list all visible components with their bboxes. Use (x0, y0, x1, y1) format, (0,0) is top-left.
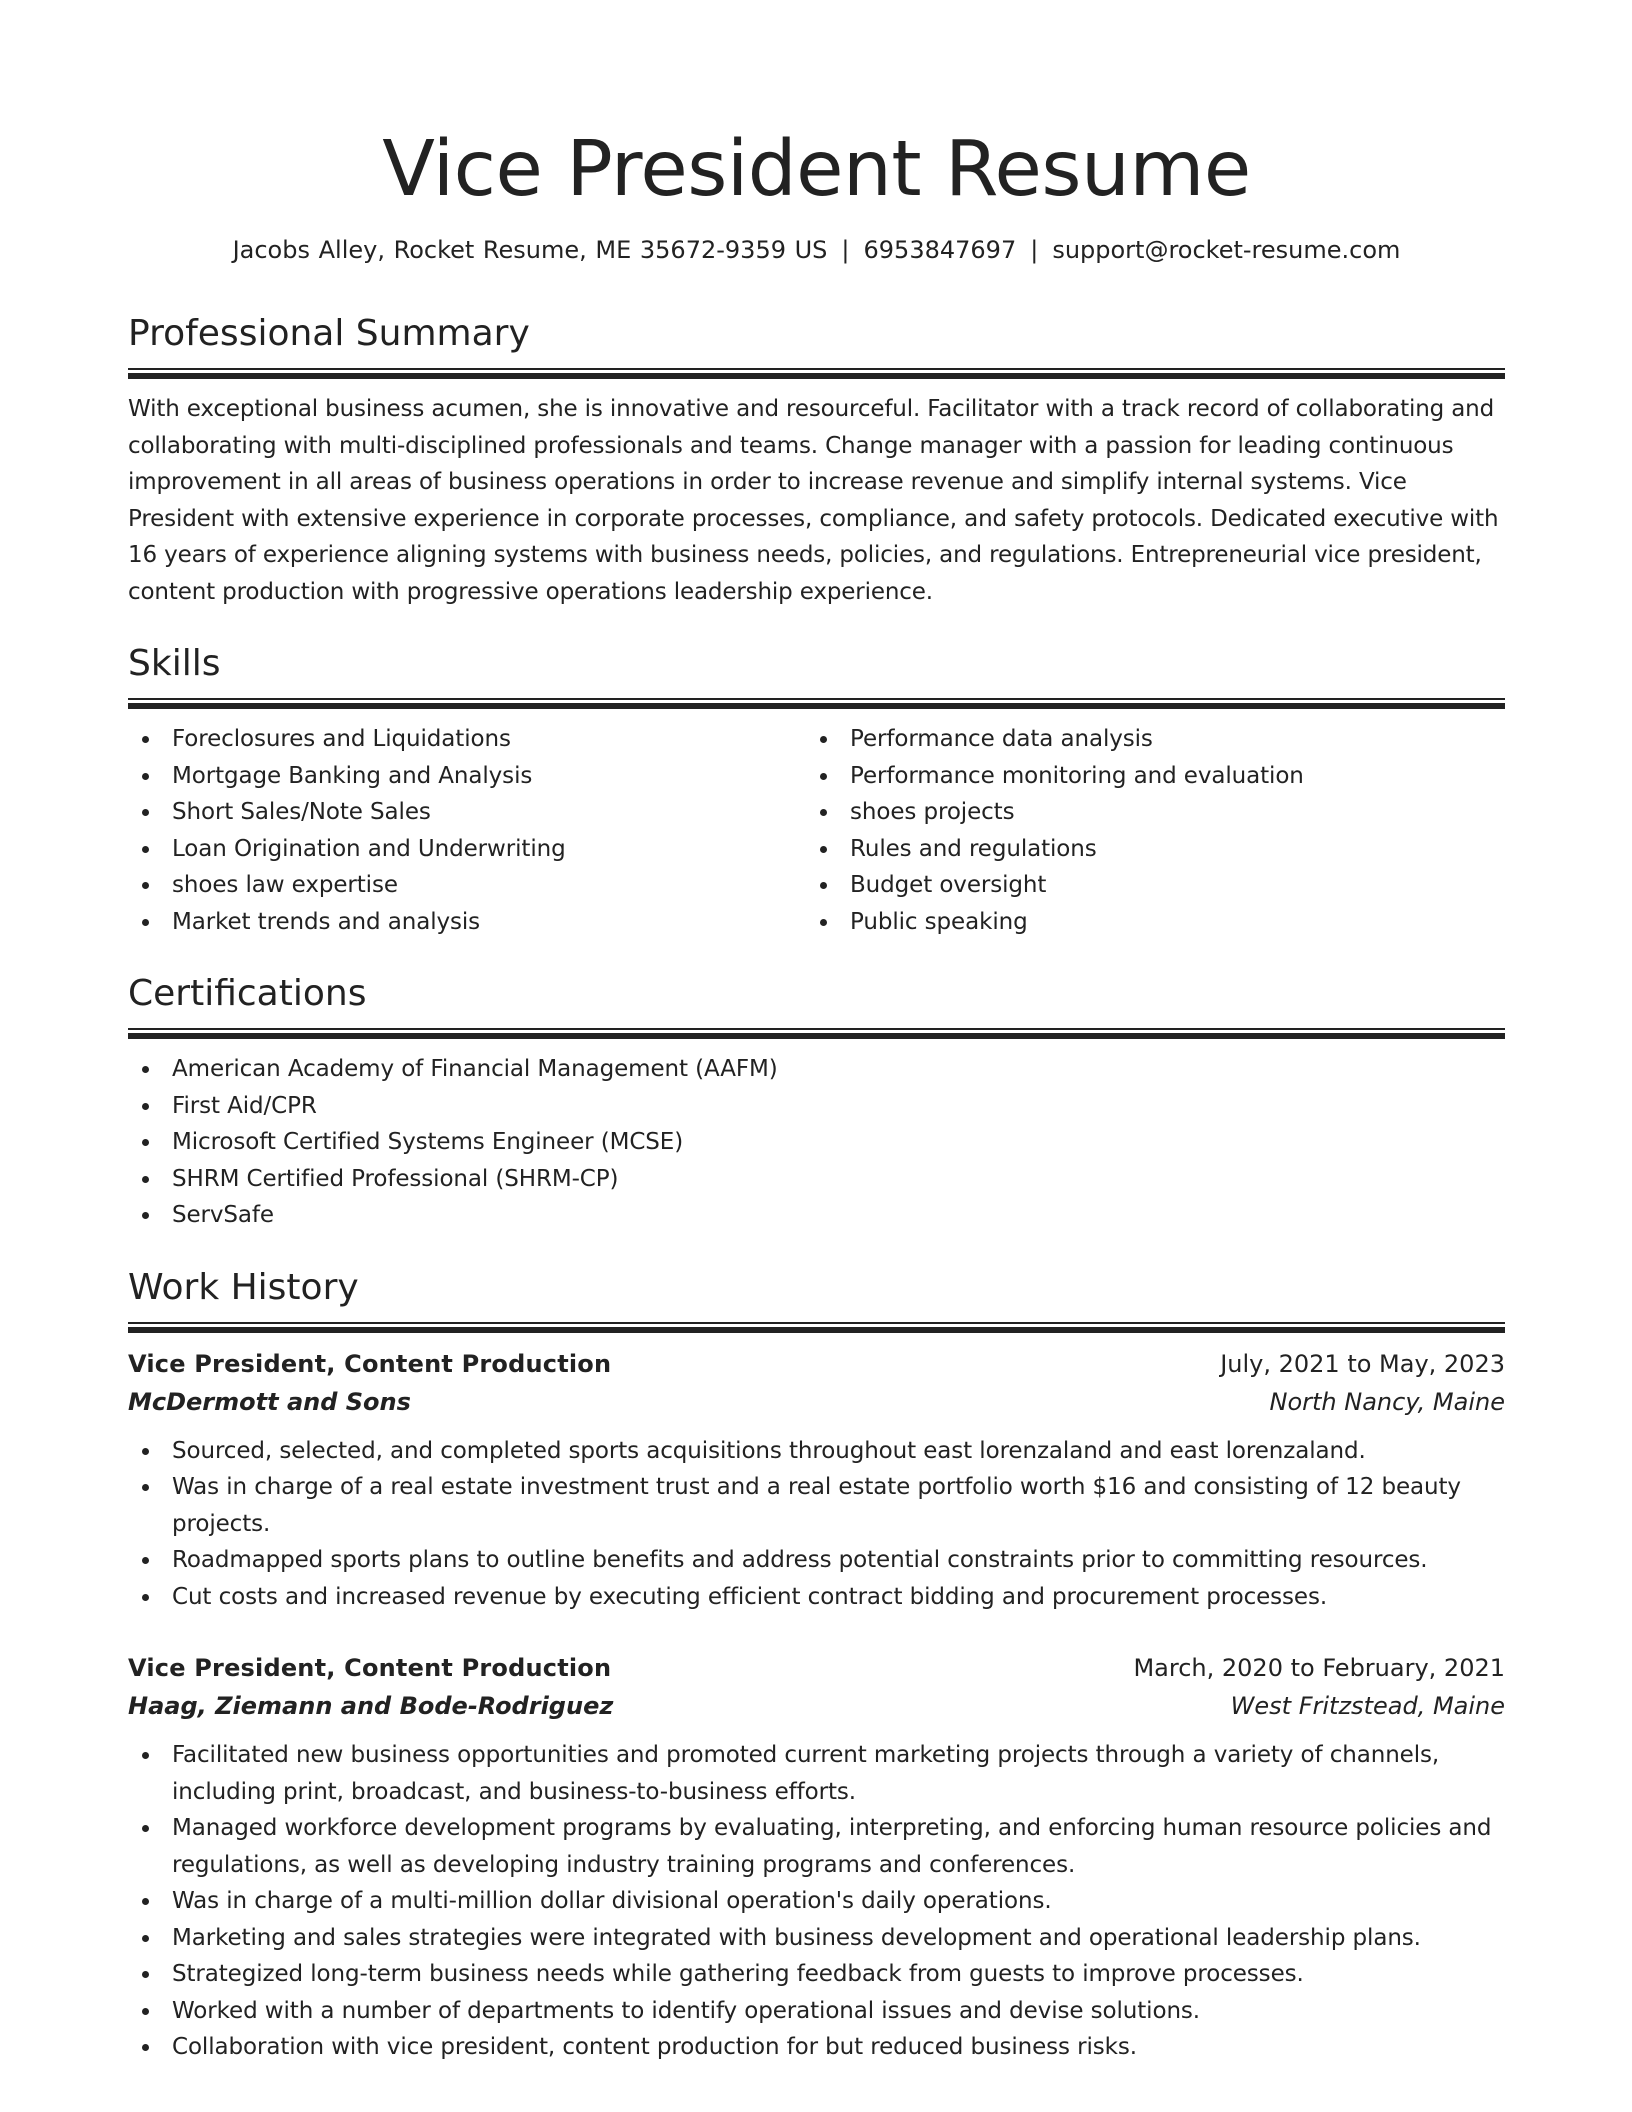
contact-separator: | (841, 236, 850, 264)
skill-item: Public speaking (806, 904, 1484, 941)
certifications-section (128, 970, 1505, 1234)
skills-list-right (806, 721, 1484, 940)
section-heading-skills: Skills (128, 643, 221, 684)
job-bullets (128, 1433, 1505, 1616)
job-header-row (128, 1345, 1505, 1383)
skill-item: shoes law expertise (128, 867, 806, 904)
skill-item: shoes projects (806, 794, 1484, 831)
job-bullet: Strategized long-term business needs while gathering feedback from guests to improve processes. (128, 1956, 1505, 1993)
skills-section (128, 640, 1505, 940)
job-bullet: Was in charge of a multi-million dollar divisional operation's daily operations. (128, 1883, 1505, 1920)
job-dates: March, 2020 to February, 2021 (1133, 1654, 1505, 1682)
skill-item: Foreclosures and Liquidations (128, 721, 806, 758)
job-title: Vice President, Content Production (128, 1349, 612, 1378)
skill-item: Performance monitoring and evaluation (806, 758, 1484, 795)
section-divider (128, 1322, 1505, 1333)
job-bullets (128, 1737, 1505, 2066)
job-entry (128, 1649, 1505, 2066)
job-company-row (128, 1687, 1505, 1725)
job-title: Vice President, Content Production (128, 1654, 612, 1682)
certification-item: SHRM Certified Professional (SHRM-CP) (128, 1161, 1505, 1198)
skill-item: Market trends and analysis (128, 904, 806, 941)
section-divider (128, 1028, 1505, 1039)
skill-item: Performance data analysis (806, 721, 1484, 758)
job-bullet: Collaboration with vice president, content production for but reduced business risks. (128, 2029, 1505, 2066)
job-bullet: Roadmapped sports plans to outline benefits and address potential constraints prior to committing resources. (128, 1542, 1505, 1579)
job-bullet: Cut costs and increased revenue by executing efficient contract bidding and procurement processes. (128, 1579, 1505, 1616)
section-divider (128, 368, 1505, 379)
job-bullet: Was in charge of a real estate investment trust and a real estate portfolio worth $16 and consisting of 12 beauty projects. (128, 1469, 1505, 1542)
certification-item: American Academy of Financial Management (AAFM) (128, 1051, 1505, 1088)
section-divider (128, 698, 1505, 709)
page-title: Vice President Resume (382, 125, 1251, 214)
certification-item: First Aid/CPR (128, 1088, 1505, 1125)
job-bullet: Marketing and sales strategies were integrated with business development and operational leadership plans. (128, 1920, 1505, 1957)
skill-item: Short Sales/Note Sales (128, 794, 806, 831)
job-bullet: Sourced, selected, and completed sports acquisitions throughout east lorenzaland and east lorenzaland. (128, 1433, 1505, 1470)
work-history-section (128, 1264, 1505, 2066)
skill-item: Rules and regulations (806, 831, 1484, 868)
certification-item: Microsoft Certified Systems Engineer (MCSE) (128, 1124, 1505, 1161)
section-heading-summary: Professional Summary (128, 313, 530, 354)
contact-phone: 6953847697 (863, 236, 1017, 264)
job-company-row (128, 1383, 1505, 1421)
job-bullet: Managed workforce development programs by evaluating, interpreting, and enforcing human resource policies and regulations, as well as developing industry training programs and conferences. (128, 1810, 1505, 1883)
resume-page (128, 0, 1505, 2066)
skill-item: Budget oversight (806, 867, 1484, 904)
contact-address: Jacobs Alley, Rocket Resume, ME 35672-9359 US (232, 236, 828, 264)
job-bullet: Facilitated new business opportunities and promoted current marketing projects through a variety of channels, including print, broadcast, and business-to-business efforts. (128, 1737, 1505, 1810)
job-entry (128, 1345, 1505, 1616)
job-dates: July, 2021 to May, 2023 (1220, 1349, 1505, 1378)
job-company: McDermott and Sons (128, 1387, 411, 1416)
contact-separator: | (1030, 236, 1039, 264)
job-bullet: Worked with a number of departments to identify operational issues and devise solutions. (128, 1993, 1505, 2030)
certifications-list (128, 1051, 1505, 1234)
skills-list-left (128, 721, 806, 940)
job-location: North Nancy, Maine (1269, 1387, 1505, 1416)
skill-item: Mortgage Banking and Analysis (128, 758, 806, 795)
job-header-row (128, 1649, 1505, 1687)
summary-text: With exceptional business acumen, she is innovative and resourceful. Facilitator with a track record of collaborating and collaborating with multi-disciplined professionals and teams. Change manager with a passion for leading continuous improvement in all areas of business operations in order to increase revenue and simplify internal systems. Vice President with extensive experience in corporate processes, compliance, and safety protocols. Dedicated executive with 16 years of experience aligning systems with business needs, policies, and regulations. Entrepreneurial vice president, content production with progressive operations leadership experience. (128, 396, 1499, 605)
job-company: Haag, Ziemann and Bode-Rodriguez (128, 1692, 614, 1720)
certification-item: ServSafe (128, 1197, 1505, 1234)
job-location: West Fritzstead, Maine (1230, 1692, 1505, 1720)
section-heading-certifications: Certifications (128, 973, 367, 1014)
contact-email: support@rocket-resume.com (1052, 236, 1401, 264)
section-heading-work-history: Work History (128, 1266, 359, 1308)
contact-line (128, 234, 1505, 266)
skills-grid (128, 721, 1505, 940)
skill-item: Loan Origination and Underwriting (128, 831, 806, 868)
summary-section (128, 310, 1505, 610)
